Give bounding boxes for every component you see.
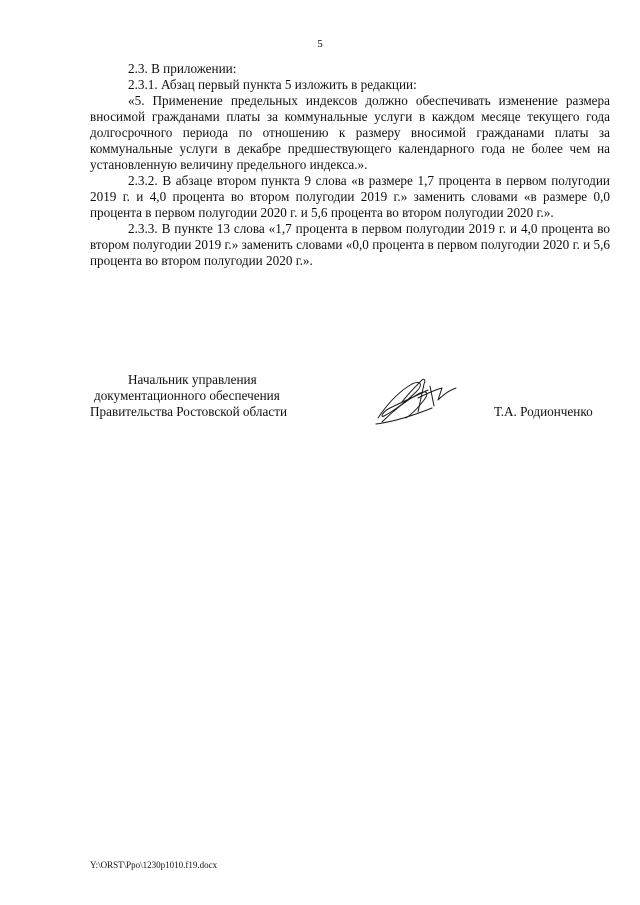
page-number: 5 (317, 38, 323, 50)
signatory-title-line-2: документационного обеспечения (94, 388, 280, 403)
signer-name: Т.А. Родионченко (494, 404, 593, 419)
paragraph-2-3-1: 2.3.1. Абзац первый пункта 5 изложить в редакции: (128, 77, 417, 92)
paragraph-2-3-3: 2.3.3. В пункте 13 слова «1,7 процента в первом полугодии 2019 г. и 4,0 процента во втором полугодии 2019 г.» заменить словами «0,0 процента в первом полугодии 2020 г. и 5,6 процента во втором полугодии 2020 г.». (90, 221, 610, 268)
file-path-footer: Y:\ORST\Ppo\1230p1010.f19.docx (90, 860, 218, 870)
signatory-title-line-1: Начальник управления (128, 372, 257, 387)
paragraph-2-3-2: 2.3.2. В абзаце втором пункта 9 слова «в размере 1,7 процента в первом полугодии 2019 г. и 4,0 процента во втором полугодии 2019 г.» заменить словами «в размере 0,0 процента в первом полугодии 2020 г. и 5,6 процента во втором полугодии 2020 г.». (90, 173, 610, 220)
paragraph-quoted-item-5: «5. Применение предельных индексов должно обеспечивать изменение размера вносимой гражданами платы за коммунальные услуги в каждом месяце текущего года долгосрочного периода по отношению к размеру вносимой гражданами платы за коммунальные услуги в декабре предшествующего календарного года не более чем на установленную величину предельного индекса.». (90, 93, 610, 172)
signatory-title (90, 372, 330, 420)
paragraph-2-3: 2.3. В приложении: (128, 61, 237, 76)
document-body (90, 61, 610, 269)
signatory-title-line-3: Правительства Ростовской области (90, 404, 288, 419)
handwritten-signature (372, 372, 462, 432)
